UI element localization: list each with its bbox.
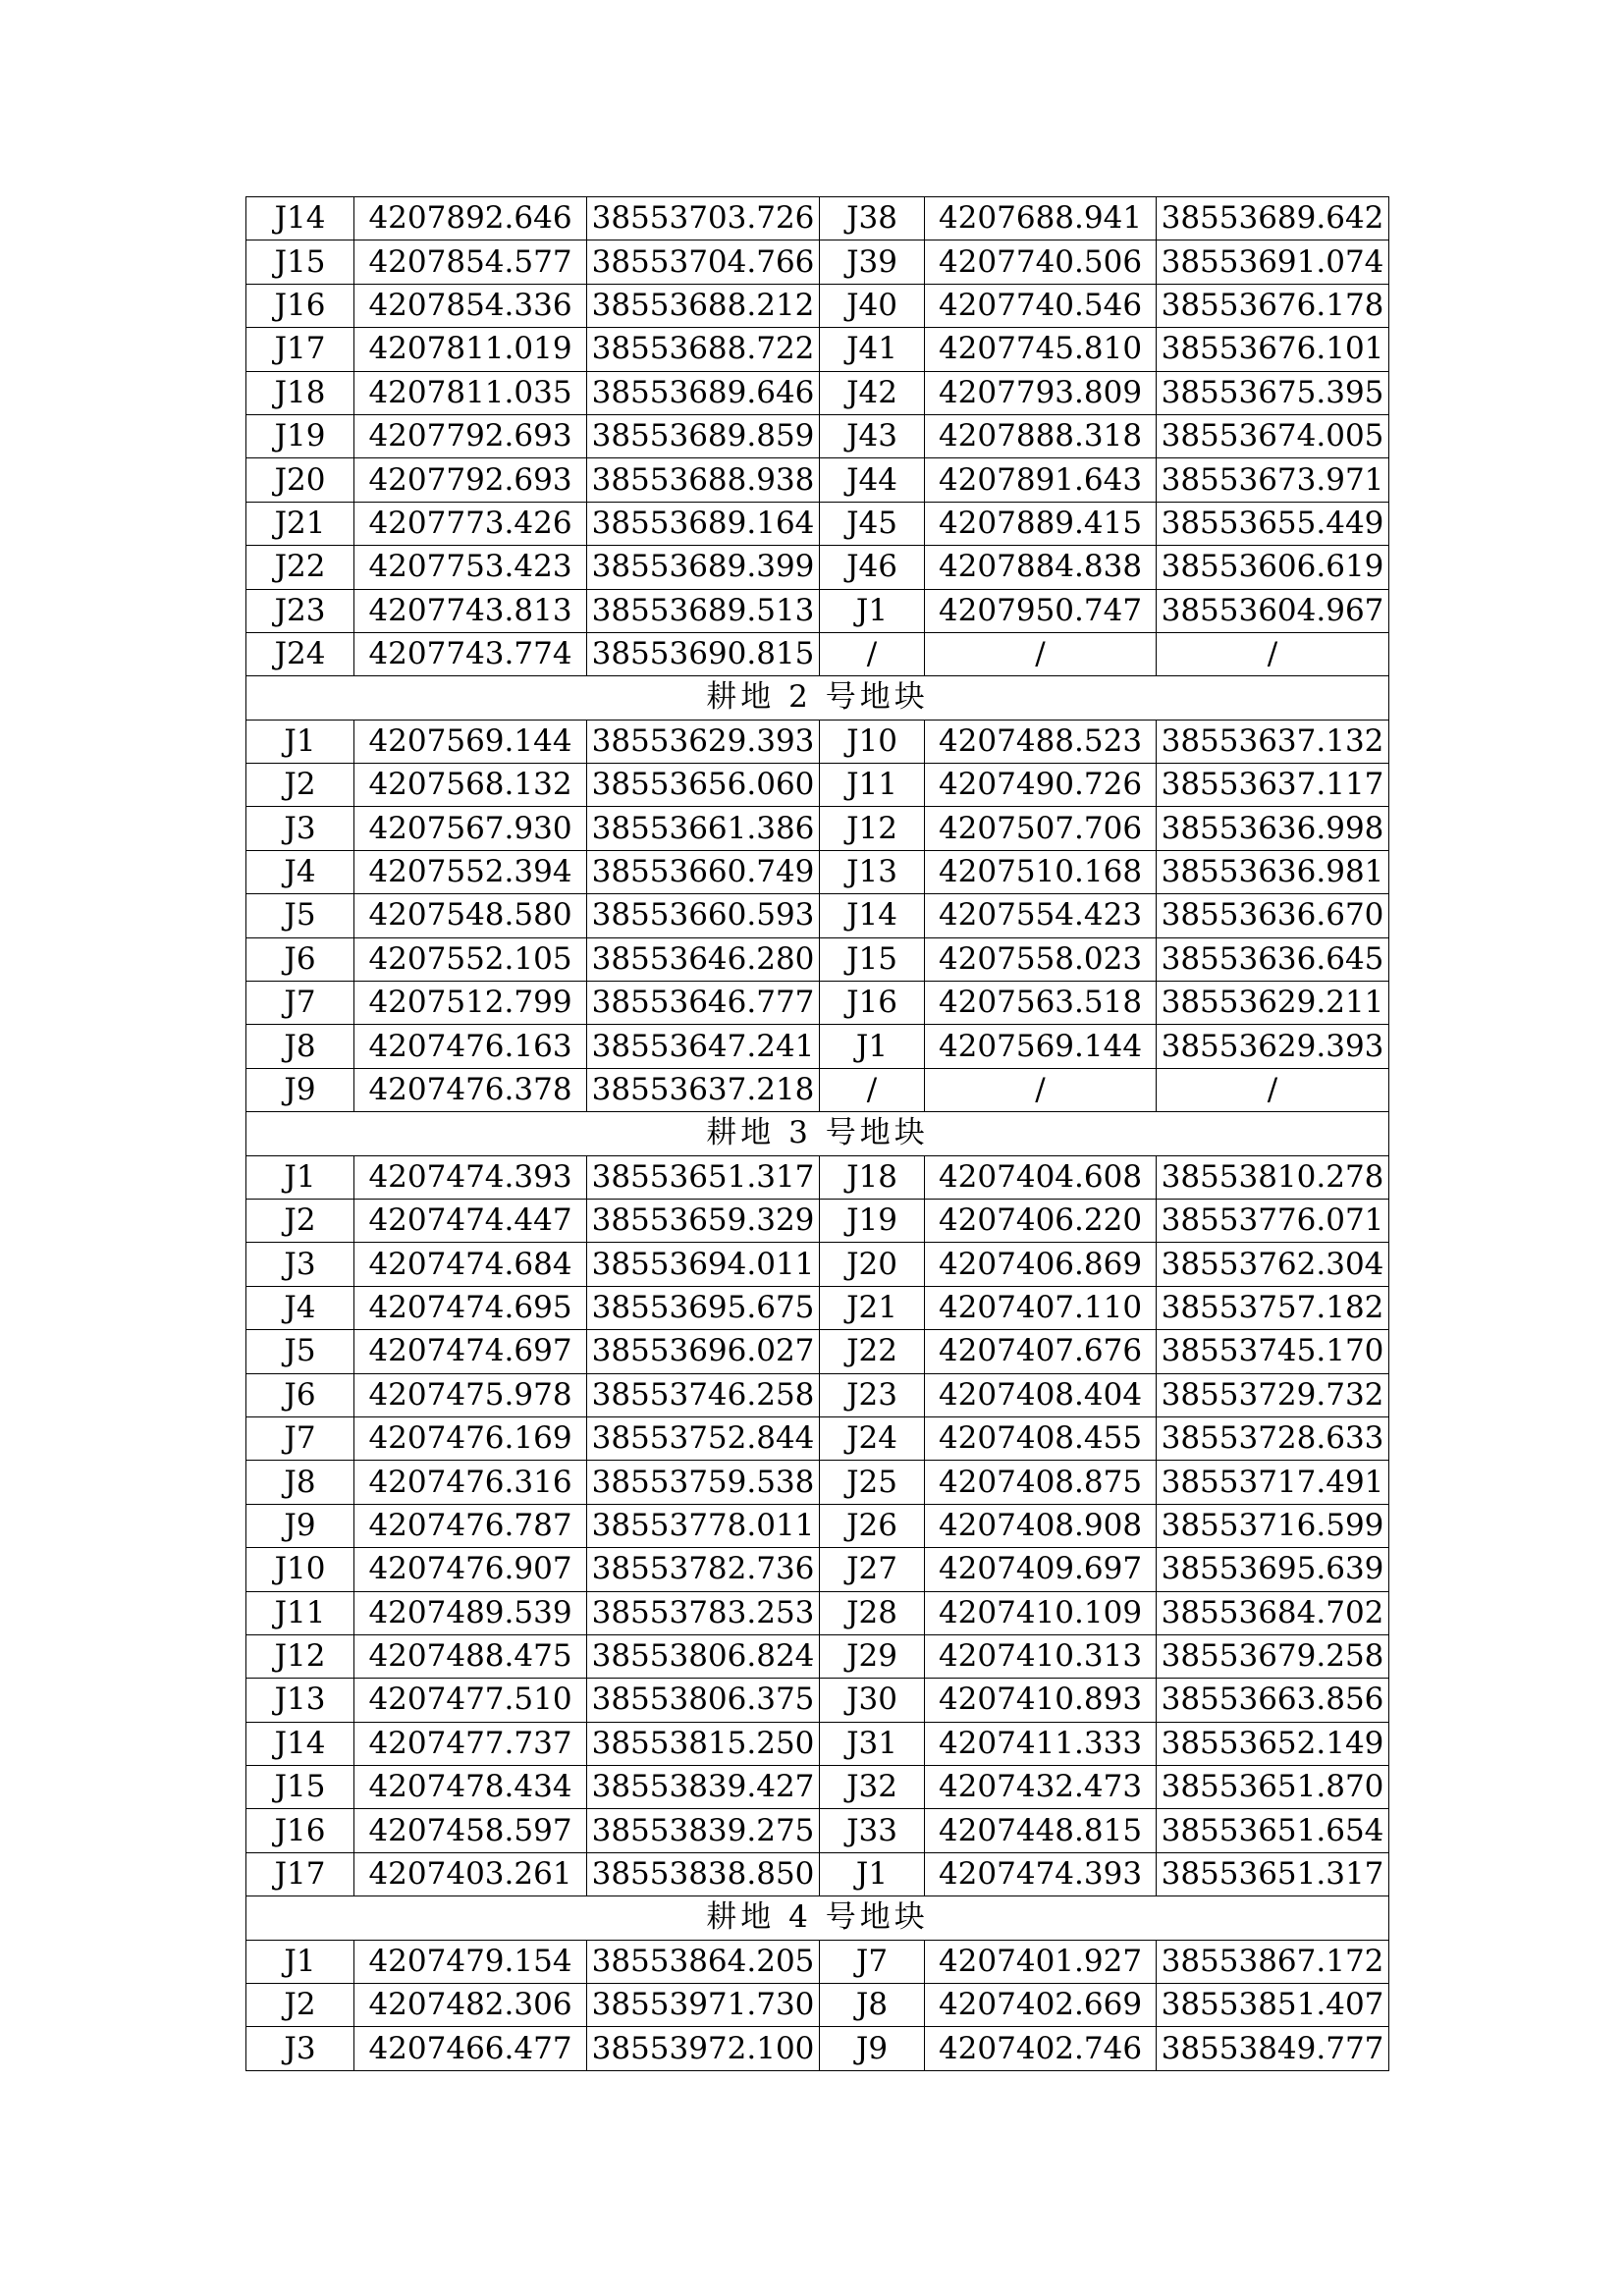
point-id-cell: J1 — [820, 1025, 925, 1068]
table-row — [246, 2027, 1389, 2070]
point-id-cell: J14 — [246, 1722, 354, 1765]
x-coordinate-cell: 4207475.978 — [354, 1373, 587, 1416]
x-coordinate-cell: 4207811.019 — [354, 328, 587, 371]
x-coordinate-cell: 4207406.220 — [925, 1199, 1157, 1242]
x-coordinate-cell: 4207569.144 — [925, 1025, 1157, 1068]
table-row — [246, 1416, 1389, 1460]
point-id-cell: J13 — [820, 850, 925, 893]
point-id-cell: J24 — [246, 632, 354, 675]
x-coordinate-cell: 4207407.110 — [925, 1286, 1157, 1329]
y-coordinate-cell: 38553691.074 — [1157, 240, 1389, 284]
point-id-cell: J38 — [820, 197, 925, 240]
y-coordinate-cell: 38553689.859 — [587, 414, 820, 457]
point-id-cell: J3 — [246, 1243, 354, 1286]
point-id-cell: J28 — [820, 1591, 925, 1634]
x-coordinate-cell: 4207510.168 — [925, 850, 1157, 893]
x-coordinate-cell: 4207407.676 — [925, 1330, 1157, 1373]
x-coordinate-cell: 4207854.577 — [354, 240, 587, 284]
point-id-cell: J16 — [820, 982, 925, 1025]
point-id-cell: J33 — [820, 1809, 925, 1852]
y-coordinate-cell: 38553663.856 — [1157, 1679, 1389, 1722]
x-coordinate-cell: 4207458.597 — [354, 1809, 587, 1852]
point-id-cell: J6 — [246, 937, 354, 981]
y-coordinate-cell: 38553745.170 — [1157, 1330, 1389, 1373]
y-coordinate-cell: 38553647.241 — [587, 1025, 820, 1068]
x-coordinate-cell: 4207507.706 — [925, 807, 1157, 850]
point-id-cell: J14 — [246, 197, 354, 240]
point-id-cell: J1 — [246, 1155, 354, 1199]
x-coordinate-cell: 4207478.434 — [354, 1766, 587, 1809]
table-row — [246, 589, 1389, 632]
point-id-cell: J43 — [820, 414, 925, 457]
x-coordinate-cell: 4207743.774 — [354, 632, 587, 675]
table-row — [246, 1025, 1389, 1068]
x-coordinate-cell: 4207688.941 — [925, 197, 1157, 240]
x-coordinate-cell: 4207474.695 — [354, 1286, 587, 1329]
table-row — [246, 1504, 1389, 1547]
y-coordinate-cell: 38553689.164 — [587, 502, 820, 545]
x-coordinate-cell: 4207408.404 — [925, 1373, 1157, 1416]
y-coordinate-cell: 38553810.278 — [1157, 1155, 1389, 1199]
x-coordinate-cell: 4207482.306 — [354, 1984, 587, 2027]
x-coordinate-cell: 4207552.105 — [354, 937, 587, 981]
x-coordinate-cell: 4207490.726 — [925, 764, 1157, 807]
y-coordinate-cell: 38553759.538 — [587, 1461, 820, 1504]
table-row — [246, 937, 1389, 981]
y-coordinate-cell: 38553839.427 — [587, 1766, 820, 1809]
x-coordinate-cell: 4207401.927 — [925, 1940, 1157, 1983]
point-id-cell: J19 — [246, 414, 354, 457]
y-coordinate-cell: 38553674.005 — [1157, 414, 1389, 457]
point-id-cell: J2 — [246, 764, 354, 807]
y-coordinate-cell: 38553839.275 — [587, 1809, 820, 1852]
point-id-cell: J41 — [820, 328, 925, 371]
y-coordinate-cell: 38553684.702 — [1157, 1591, 1389, 1634]
table-row — [246, 764, 1389, 807]
x-coordinate-cell: 4207889.415 — [925, 502, 1157, 545]
point-id-cell: J2 — [246, 1984, 354, 2027]
point-id-cell: J5 — [246, 894, 354, 937]
point-id-cell: J46 — [820, 546, 925, 589]
table-row — [246, 240, 1389, 284]
table-row — [246, 458, 1389, 502]
x-coordinate-cell: 4207950.747 — [925, 589, 1157, 632]
y-coordinate-cell: 38553679.258 — [1157, 1634, 1389, 1678]
section-header-row — [246, 1112, 1389, 1155]
x-coordinate-cell: 4207432.473 — [925, 1766, 1157, 1809]
point-id-cell: J11 — [246, 1591, 354, 1634]
x-coordinate-cell: 4207402.669 — [925, 1984, 1157, 2027]
point-id-cell: J7 — [246, 982, 354, 1025]
y-coordinate-cell: 38553864.205 — [587, 1940, 820, 1983]
y-coordinate-cell: 38553659.329 — [587, 1199, 820, 1242]
point-id-cell: J12 — [246, 1634, 354, 1678]
point-id-cell: J22 — [820, 1330, 925, 1373]
point-id-cell: J15 — [820, 937, 925, 981]
table-row — [246, 1199, 1389, 1242]
x-coordinate-cell: 4207409.697 — [925, 1548, 1157, 1591]
x-coordinate-cell: 4207477.737 — [354, 1722, 587, 1765]
x-coordinate-cell: 4207568.132 — [354, 764, 587, 807]
y-coordinate-cell: 38553728.633 — [1157, 1416, 1389, 1460]
table-row — [246, 1591, 1389, 1634]
table-row — [246, 1068, 1389, 1111]
point-id-cell: J4 — [246, 850, 354, 893]
y-coordinate-cell: 38553689.642 — [1157, 197, 1389, 240]
y-coordinate-cell: 38553867.172 — [1157, 1940, 1389, 1983]
x-coordinate-cell: 4207476.787 — [354, 1504, 587, 1547]
y-coordinate-cell: 38553704.766 — [587, 240, 820, 284]
x-coordinate-cell: 4207477.510 — [354, 1679, 587, 1722]
x-coordinate-cell: 4207888.318 — [925, 414, 1157, 457]
table-row — [246, 1852, 1389, 1896]
point-id-cell: J32 — [820, 1766, 925, 1809]
y-coordinate-cell: 38553646.280 — [587, 937, 820, 981]
x-coordinate-cell: 4207740.546 — [925, 284, 1157, 327]
table-row — [246, 1809, 1389, 1852]
point-id-cell: J45 — [820, 502, 925, 545]
x-coordinate-cell: 4207489.539 — [354, 1591, 587, 1634]
point-id-cell: J10 — [820, 720, 925, 763]
x-coordinate-cell: 4207474.684 — [354, 1243, 587, 1286]
y-coordinate-cell: / — [1157, 632, 1389, 675]
y-coordinate-cell: 38553660.749 — [587, 850, 820, 893]
point-id-cell: J21 — [820, 1286, 925, 1329]
x-coordinate-cell: 4207753.423 — [354, 546, 587, 589]
y-coordinate-cell: 38553676.101 — [1157, 328, 1389, 371]
table-row — [246, 982, 1389, 1025]
point-id-cell: J1 — [820, 589, 925, 632]
y-coordinate-cell: 38553676.178 — [1157, 284, 1389, 327]
x-coordinate-cell: 4207476.169 — [354, 1416, 587, 1460]
table-row — [246, 1766, 1389, 1809]
point-id-cell: J2 — [246, 1199, 354, 1242]
y-coordinate-cell: 38553636.670 — [1157, 894, 1389, 937]
y-coordinate-cell: 38553655.449 — [1157, 502, 1389, 545]
table-row — [246, 1634, 1389, 1678]
point-id-cell: J3 — [246, 2027, 354, 2070]
point-id-cell: J13 — [246, 1679, 354, 1722]
point-id-cell: J1 — [820, 1852, 925, 1896]
y-coordinate-cell: 38553637.117 — [1157, 764, 1389, 807]
y-coordinate-cell: 38553716.599 — [1157, 1504, 1389, 1547]
y-coordinate-cell: 38553689.399 — [587, 546, 820, 589]
y-coordinate-cell: 38553629.393 — [587, 720, 820, 763]
y-coordinate-cell: 38553696.027 — [587, 1330, 820, 1373]
coordinate-table-body — [246, 197, 1389, 2071]
table-row — [246, 197, 1389, 240]
x-coordinate-cell: 4207466.477 — [354, 2027, 587, 2070]
point-id-cell: J27 — [820, 1548, 925, 1591]
table-row — [246, 328, 1389, 371]
table-row — [246, 1330, 1389, 1373]
x-coordinate-cell: 4207411.333 — [925, 1722, 1157, 1765]
section-header-row — [246, 676, 1389, 720]
x-coordinate-cell: 4207448.815 — [925, 1809, 1157, 1852]
table-row — [246, 1722, 1389, 1765]
y-coordinate-cell: 38553815.250 — [587, 1722, 820, 1765]
point-id-cell: J10 — [246, 1548, 354, 1591]
x-coordinate-cell: 4207567.930 — [354, 807, 587, 850]
y-coordinate-cell: 38553688.722 — [587, 328, 820, 371]
point-id-cell: J8 — [246, 1461, 354, 1504]
y-coordinate-cell: 38553778.011 — [587, 1504, 820, 1547]
x-coordinate-cell: 4207792.693 — [354, 414, 587, 457]
table-row — [246, 546, 1389, 589]
y-coordinate-cell: 38553661.386 — [587, 807, 820, 850]
y-coordinate-cell: 38553651.317 — [1157, 1852, 1389, 1896]
point-id-cell: J42 — [820, 371, 925, 414]
x-coordinate-cell: 4207476.163 — [354, 1025, 587, 1068]
table-row — [246, 1679, 1389, 1722]
x-coordinate-cell: 4207408.908 — [925, 1504, 1157, 1547]
x-coordinate-cell: 4207773.426 — [354, 502, 587, 545]
table-row — [246, 502, 1389, 545]
point-id-cell: J9 — [246, 1504, 354, 1547]
x-coordinate-cell: 4207479.154 — [354, 1940, 587, 1983]
y-coordinate-cell: 38553689.513 — [587, 589, 820, 632]
table-row — [246, 1155, 1389, 1199]
point-id-cell: / — [820, 1068, 925, 1111]
point-id-cell: J17 — [246, 328, 354, 371]
point-id-cell: J18 — [246, 371, 354, 414]
point-id-cell: J9 — [820, 2027, 925, 2070]
point-id-cell: J17 — [246, 1852, 354, 1896]
point-id-cell: J26 — [820, 1504, 925, 1547]
y-coordinate-cell: 38553636.645 — [1157, 937, 1389, 981]
boundary-coordinate-table — [245, 196, 1389, 2071]
point-id-cell: J40 — [820, 284, 925, 327]
y-coordinate-cell: 38553604.967 — [1157, 589, 1389, 632]
x-coordinate-cell: 4207474.447 — [354, 1199, 587, 1242]
section-title: 耕地 3 号地块 — [246, 1112, 1389, 1155]
x-coordinate-cell: 4207569.144 — [354, 720, 587, 763]
point-id-cell: J31 — [820, 1722, 925, 1765]
point-id-cell: J7 — [820, 1940, 925, 1983]
y-coordinate-cell: 38553636.998 — [1157, 807, 1389, 850]
y-coordinate-cell: 38553972.100 — [587, 2027, 820, 2070]
x-coordinate-cell: 4207891.643 — [925, 458, 1157, 502]
y-coordinate-cell: 38553675.395 — [1157, 371, 1389, 414]
point-id-cell: J5 — [246, 1330, 354, 1373]
y-coordinate-cell: 38553729.732 — [1157, 1373, 1389, 1416]
y-coordinate-cell: 38553752.844 — [587, 1416, 820, 1460]
table-row — [246, 1984, 1389, 2027]
y-coordinate-cell: 38553762.304 — [1157, 1243, 1389, 1286]
y-coordinate-cell: 38553806.824 — [587, 1634, 820, 1678]
point-id-cell: J12 — [820, 807, 925, 850]
point-id-cell: J30 — [820, 1679, 925, 1722]
y-coordinate-cell: 38553660.593 — [587, 894, 820, 937]
x-coordinate-cell: 4207854.336 — [354, 284, 587, 327]
x-coordinate-cell: 4207408.455 — [925, 1416, 1157, 1460]
y-coordinate-cell: 38553703.726 — [587, 197, 820, 240]
x-coordinate-cell: 4207743.813 — [354, 589, 587, 632]
x-coordinate-cell: 4207403.261 — [354, 1852, 587, 1896]
point-id-cell: J21 — [246, 502, 354, 545]
x-coordinate-cell: 4207793.809 — [925, 371, 1157, 414]
point-id-cell: J15 — [246, 240, 354, 284]
point-id-cell: J7 — [246, 1416, 354, 1460]
point-id-cell: J29 — [820, 1634, 925, 1678]
x-coordinate-cell: / — [925, 1068, 1157, 1111]
y-coordinate-cell: 38553694.011 — [587, 1243, 820, 1286]
x-coordinate-cell: 4207512.799 — [354, 982, 587, 1025]
point-id-cell: J16 — [246, 284, 354, 327]
y-coordinate-cell: 38553695.675 — [587, 1286, 820, 1329]
point-id-cell: J9 — [246, 1068, 354, 1111]
point-id-cell: J1 — [246, 720, 354, 763]
x-coordinate-cell: 4207892.646 — [354, 197, 587, 240]
x-coordinate-cell: 4207410.893 — [925, 1679, 1157, 1722]
y-coordinate-cell: 38553673.971 — [1157, 458, 1389, 502]
point-id-cell: J14 — [820, 894, 925, 937]
x-coordinate-cell: 4207811.035 — [354, 371, 587, 414]
y-coordinate-cell: 38553806.375 — [587, 1679, 820, 1722]
y-coordinate-cell: 38553652.149 — [1157, 1722, 1389, 1765]
point-id-cell: J11 — [820, 764, 925, 807]
point-id-cell: J20 — [820, 1243, 925, 1286]
point-id-cell: / — [820, 632, 925, 675]
x-coordinate-cell: 4207792.693 — [354, 458, 587, 502]
x-coordinate-cell: 4207554.423 — [925, 894, 1157, 937]
point-id-cell: J20 — [246, 458, 354, 502]
table-row — [246, 1286, 1389, 1329]
y-coordinate-cell: 38553646.777 — [587, 982, 820, 1025]
y-coordinate-cell: 38553656.060 — [587, 764, 820, 807]
x-coordinate-cell: 4207563.518 — [925, 982, 1157, 1025]
point-id-cell: J24 — [820, 1416, 925, 1460]
x-coordinate-cell: 4207406.869 — [925, 1243, 1157, 1286]
y-coordinate-cell: / — [1157, 1068, 1389, 1111]
table-row — [246, 414, 1389, 457]
point-id-cell: J8 — [246, 1025, 354, 1068]
x-coordinate-cell: 4207476.316 — [354, 1461, 587, 1504]
y-coordinate-cell: 38553690.815 — [587, 632, 820, 675]
point-id-cell: J22 — [246, 546, 354, 589]
table-row — [246, 284, 1389, 327]
table-row — [246, 632, 1389, 675]
y-coordinate-cell: 38553606.619 — [1157, 546, 1389, 589]
point-id-cell: J3 — [246, 807, 354, 850]
y-coordinate-cell: 38553782.736 — [587, 1548, 820, 1591]
y-coordinate-cell: 38553776.071 — [1157, 1199, 1389, 1242]
section-header-row — [246, 1896, 1389, 1940]
table-row — [246, 1243, 1389, 1286]
point-id-cell: J39 — [820, 240, 925, 284]
point-id-cell: J8 — [820, 1984, 925, 2027]
y-coordinate-cell: 38553688.938 — [587, 458, 820, 502]
x-coordinate-cell: 4207558.023 — [925, 937, 1157, 981]
x-coordinate-cell: 4207410.313 — [925, 1634, 1157, 1678]
x-coordinate-cell: 4207476.907 — [354, 1548, 587, 1591]
y-coordinate-cell: 38553746.258 — [587, 1373, 820, 1416]
table-row — [246, 1373, 1389, 1416]
y-coordinate-cell: 38553651.654 — [1157, 1809, 1389, 1852]
section-title: 耕地 4 号地块 — [246, 1896, 1389, 1940]
point-id-cell: J19 — [820, 1199, 925, 1242]
y-coordinate-cell: 38553688.212 — [587, 284, 820, 327]
y-coordinate-cell: 38553717.491 — [1157, 1461, 1389, 1504]
x-coordinate-cell: 4207474.697 — [354, 1330, 587, 1373]
section-title: 耕地 2 号地块 — [246, 676, 1389, 720]
y-coordinate-cell: 38553689.646 — [587, 371, 820, 414]
y-coordinate-cell: 38553757.182 — [1157, 1286, 1389, 1329]
table-row — [246, 850, 1389, 893]
point-id-cell: J23 — [820, 1373, 925, 1416]
x-coordinate-cell: 4207476.378 — [354, 1068, 587, 1111]
table-row — [246, 1461, 1389, 1504]
table-row — [246, 371, 1389, 414]
x-coordinate-cell: 4207548.580 — [354, 894, 587, 937]
y-coordinate-cell: 38553783.253 — [587, 1591, 820, 1634]
point-id-cell: J4 — [246, 1286, 354, 1329]
x-coordinate-cell: 4207410.109 — [925, 1591, 1157, 1634]
x-coordinate-cell: 4207745.810 — [925, 328, 1157, 371]
y-coordinate-cell: 38553851.407 — [1157, 1984, 1389, 2027]
table-row — [246, 807, 1389, 850]
point-id-cell: J1 — [246, 1940, 354, 1983]
x-coordinate-cell: 4207474.393 — [925, 1852, 1157, 1896]
y-coordinate-cell: 38553629.211 — [1157, 982, 1389, 1025]
point-id-cell: J23 — [246, 589, 354, 632]
x-coordinate-cell: 4207488.523 — [925, 720, 1157, 763]
point-id-cell: J6 — [246, 1373, 354, 1416]
point-id-cell: J44 — [820, 458, 925, 502]
y-coordinate-cell: 38553971.730 — [587, 1984, 820, 2027]
point-id-cell: J25 — [820, 1461, 925, 1504]
x-coordinate-cell: 4207408.875 — [925, 1461, 1157, 1504]
y-coordinate-cell: 38553695.639 — [1157, 1548, 1389, 1591]
y-coordinate-cell: 38553629.393 — [1157, 1025, 1389, 1068]
point-id-cell: J16 — [246, 1809, 354, 1852]
table-row — [246, 1548, 1389, 1591]
x-coordinate-cell: 4207474.393 — [354, 1155, 587, 1199]
x-coordinate-cell: 4207884.838 — [925, 546, 1157, 589]
x-coordinate-cell: 4207740.506 — [925, 240, 1157, 284]
y-coordinate-cell: 38553637.218 — [587, 1068, 820, 1111]
x-coordinate-cell: 4207404.608 — [925, 1155, 1157, 1199]
point-id-cell: J18 — [820, 1155, 925, 1199]
table-row — [246, 1940, 1389, 1983]
x-coordinate-cell: 4207402.746 — [925, 2027, 1157, 2070]
point-id-cell: J15 — [246, 1766, 354, 1809]
y-coordinate-cell: 38553636.981 — [1157, 850, 1389, 893]
y-coordinate-cell: 38553838.850 — [587, 1852, 820, 1896]
x-coordinate-cell: 4207488.475 — [354, 1634, 587, 1678]
x-coordinate-cell: 4207552.394 — [354, 850, 587, 893]
y-coordinate-cell: 38553637.132 — [1157, 720, 1389, 763]
y-coordinate-cell: 38553849.777 — [1157, 2027, 1389, 2070]
table-row — [246, 894, 1389, 937]
y-coordinate-cell: 38553651.317 — [587, 1155, 820, 1199]
table-row — [246, 720, 1389, 763]
y-coordinate-cell: 38553651.870 — [1157, 1766, 1389, 1809]
x-coordinate-cell: / — [925, 632, 1157, 675]
